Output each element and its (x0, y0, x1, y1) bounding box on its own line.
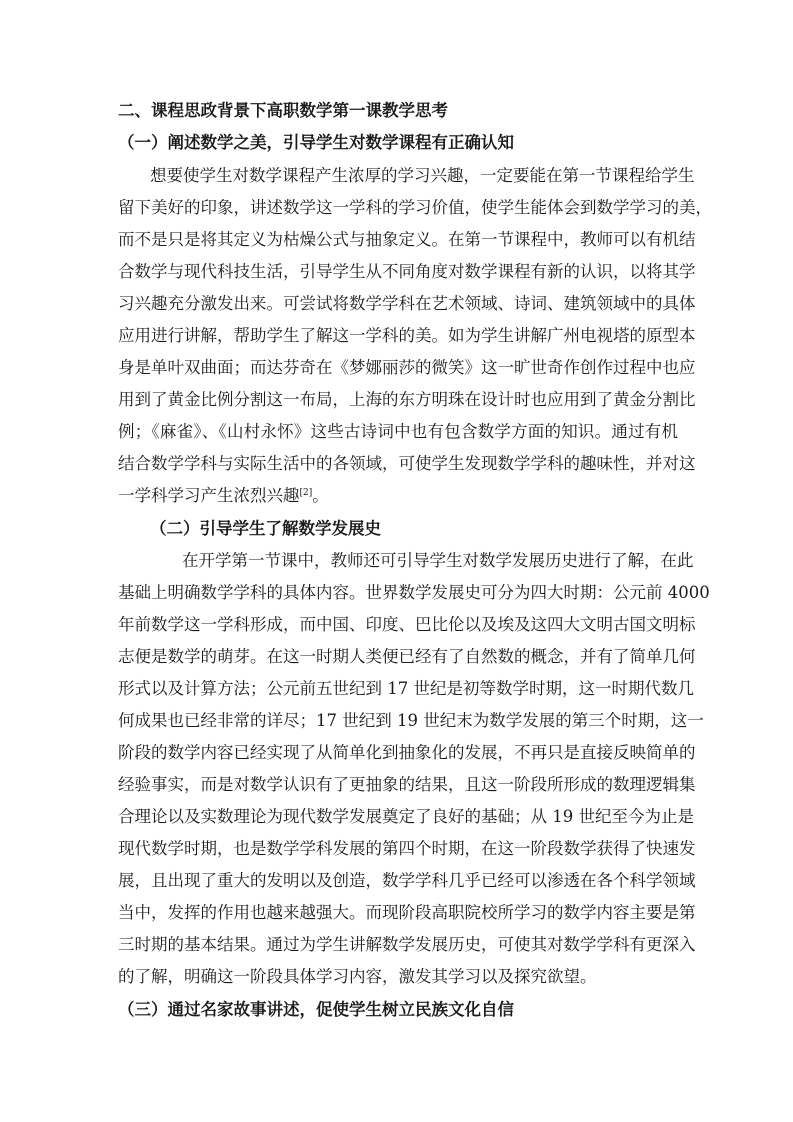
paragraph-2-line: 当中，发挥的作用也越来越强大。而现阶段高职院校所学习的数学内容主要是第 (118, 903, 696, 922)
paragraph-1-line: 合数学与现代科技生活，引导学生从不同角度对数学课程有新的认识，以将其学 (118, 262, 696, 281)
paragraph-1-line: 用到了黄金比例分割这一布局，上海的东方明珠在设计时也应用到了黄金分割比 (118, 390, 696, 409)
subsection-title-1: （一）阐述数学之美，引导学生对数学课程有正确认知 (118, 133, 514, 152)
paragraph-1-line: 想要使学生对数学课程产生浓厚的学习兴趣，一定要能在第一节课程给学生 (150, 166, 695, 185)
section-title: 二、课程思政背景下高职数学第一课教学思考 (118, 101, 448, 120)
paragraph-2-last-line: 的了解，明确这一阶段具体学习内容，激发其学习以及探究欲望。 (118, 967, 597, 986)
paragraph-1-line: 应用进行讲解，帮助学生了解这一学科的美。如为学生讲解广州电视塔的原型本 (118, 326, 696, 345)
paragraph-1-line: 习兴趣充分激发出来。可尝试将数学学科在艺术领域、诗词、建筑领域中的具体 (118, 294, 696, 313)
paragraph-2-line: 年前数学这一学科形成，而中国、印度、巴比伦以及埃及这四大文明古国文明标 (118, 615, 696, 634)
paragraph-2-line: 三时期的基本结果。通过为学生讲解数学发展历史，可使其对数学学科有更深入 (118, 935, 696, 954)
paragraph-1-line: 留下美好的印象，讲述数学这一学科的学习价值，使学生能体会到数学学习的美， (118, 198, 712, 217)
paragraph-2-line: 基础上明确数学学科的具体内容。世界数学发展史可分为四大时期：公元前 4000 (118, 583, 710, 602)
paragraph-2-line: 展，且出现了重大的发明以及创造，数学学科几乎已经可以渗透在各个科学领域 (118, 871, 696, 890)
paragraph-1-line: 结合数学学科与实际生活中的各领域，可使学生发现数学学科的趣味性，并对这 (118, 454, 696, 473)
paragraph-1-end: 。 (312, 486, 329, 505)
paragraph-2-line: 合理论以及实数理论为现代数学发展奠定了良好的基础；从 19 世纪至今为止是 (118, 807, 694, 826)
paragraph-1-line: 身是单叶双曲面；而达芬奇在《梦娜丽莎的微笑》这一旷世奇作创作过程中也应 (118, 358, 696, 377)
paragraph-2-line: 经验事实，而是对数学认识有了更抽象的结果，且这一阶段所形成的数理逻辑集 (118, 775, 696, 794)
paragraph-2-line: 形式以及计算方法；公元前五世纪到 17 世纪是初等数学时期，这一时期代数几 (118, 679, 694, 698)
paragraph-1-line: 而不是只是将其定义为枯燥公式与抽象定义。在第一节课程中，教师可以有机结 (118, 230, 696, 249)
paragraph-2-line: 阶段的数学内容已经实现了从简单化到抽象化的发展，不再只是直接反映简单的 (118, 743, 696, 762)
paragraph-2-line: 志便是数学的萌芽。在这一时期人类便已经有了自然数的概念，并有了简单几何 (118, 647, 696, 666)
paragraph-1-line: 例；《麻雀》、《山村永怀》这些古诗词中也有包含数学方面的知识。通过有机 (118, 422, 678, 441)
subsection-title-2: （二）引导学生了解数学发展史 (150, 519, 381, 538)
paragraph-1-last-line (118, 486, 678, 506)
subsection-title-3: （三）通过名家故事讲述，促使学生树立民族文化自信 (118, 1000, 514, 1019)
paragraph-2-line: 何成果也已经非常的详尽；17 世纪到 19 世纪末为数学发展的第三个时期，这一 (118, 711, 704, 730)
citation-ref: [2] (299, 488, 313, 498)
paragraph-1-text: 一学科学习产生浓烈兴趣 (118, 486, 300, 505)
paragraph-2-line: 现代数学时期，也是数学学科发展的第四个时期，在这一阶段数学获得了快速发 (118, 839, 696, 858)
paragraph-2-line: 在开学第一节课中，教师还可引导学生对数学发展历史进行了解，在此 (182, 551, 694, 570)
